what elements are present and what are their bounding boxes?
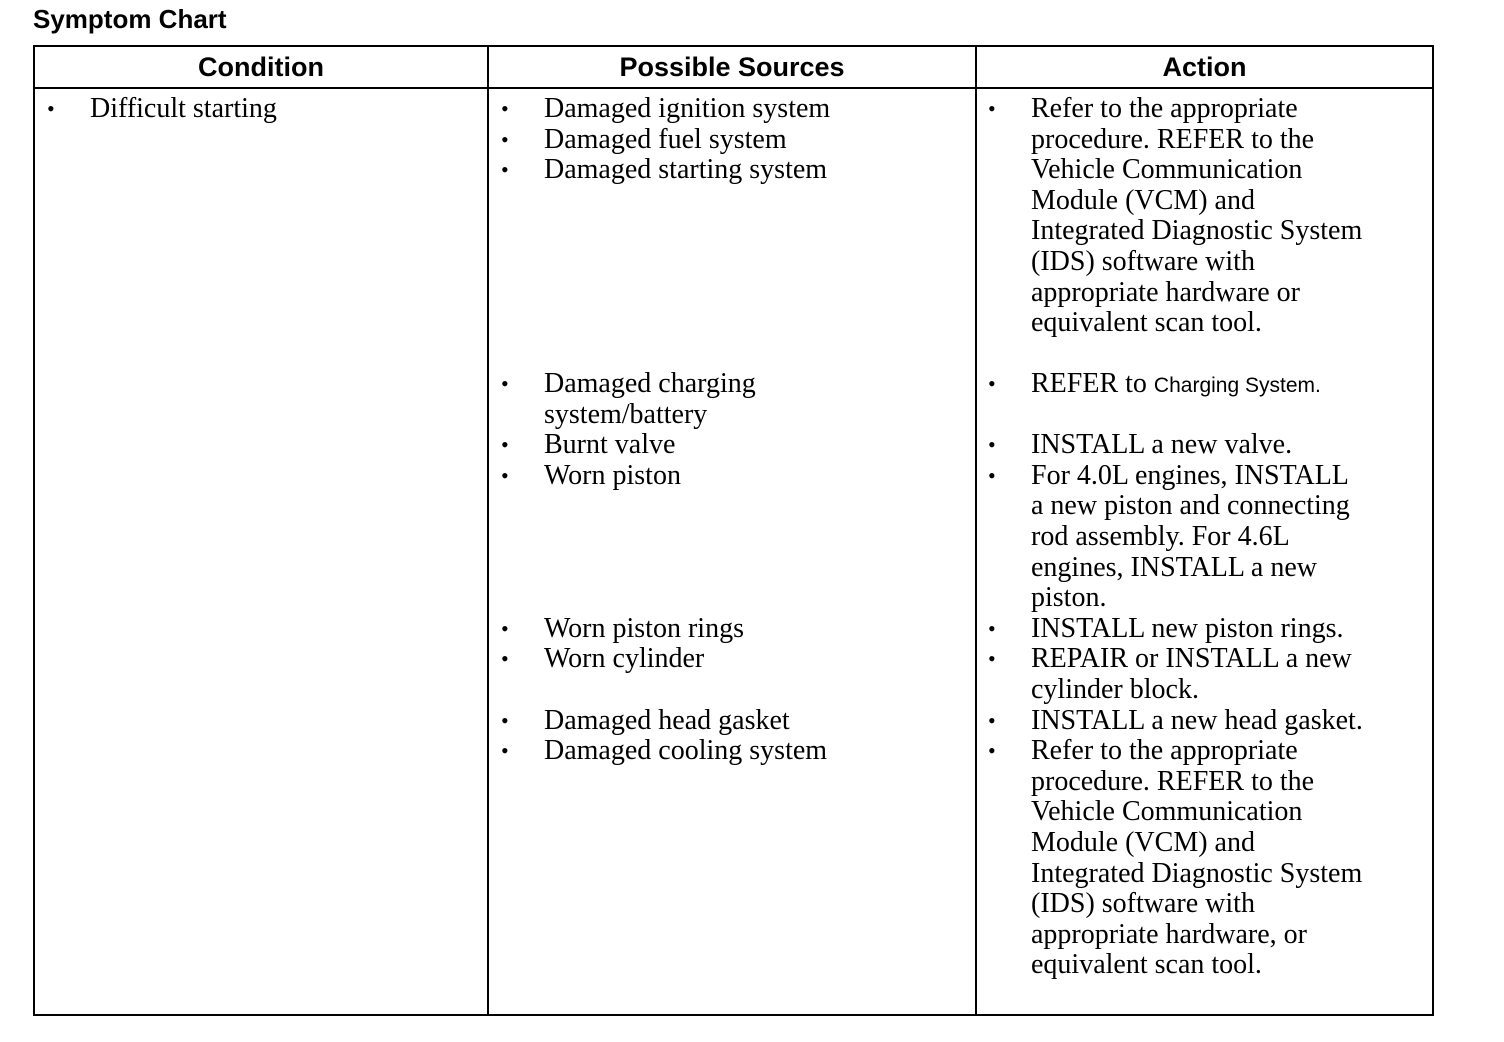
bullet-icon: • [988, 462, 996, 488]
source-item [501, 644, 704, 675]
action-text: For 4.0L engines, INSTALL a new piston and connecting rod assembly. For 4.6L engines, INSTALL a new piston. [1031, 459, 1350, 614]
source-text: Damaged cooling system [544, 735, 828, 767]
action-item [988, 614, 1343, 645]
bullet-icon: • [501, 646, 509, 672]
source-item [501, 430, 675, 461]
action-text [1031, 369, 1321, 402]
bullet-icon: • [988, 738, 996, 764]
bullet-icon: • [501, 432, 509, 458]
action-text: INSTALL a new valve. [1031, 429, 1293, 461]
condition-text: Difficult starting [90, 93, 277, 124]
header-possible-sources: Possible Sources [619, 52, 845, 82]
bullet-icon: • [501, 707, 509, 733]
action-item [988, 461, 1350, 614]
source-text: Damaged ignition system [544, 93, 831, 124]
source-text: Worn piston [544, 459, 681, 491]
source-text: Damaged charging system/battery [544, 368, 756, 430]
action-item [988, 736, 1362, 981]
bullet-icon: • [501, 615, 509, 641]
bullet-icon: • [988, 432, 996, 458]
action-item [988, 369, 1321, 402]
column-divider-1 [487, 47, 489, 1014]
source-item [501, 369, 756, 430]
action-item [988, 94, 1362, 339]
source-item [501, 614, 744, 645]
source-text: Worn cylinder [544, 643, 705, 675]
action-item [988, 644, 1352, 705]
source-item [501, 94, 830, 125]
condition-item [47, 94, 277, 125]
header-condition: Condition [198, 52, 324, 82]
bullet-icon: • [501, 157, 509, 183]
bullet-icon: • [501, 96, 509, 121]
source-item [501, 706, 790, 737]
action-text: INSTALL a new head gasket. [1031, 704, 1363, 736]
bullet-icon: • [501, 462, 509, 488]
source-text: Burnt valve [544, 429, 676, 461]
bullet-icon: • [501, 126, 509, 152]
table-header-row [35, 47, 1432, 89]
bullet-icon: • [988, 96, 996, 121]
action-item [988, 430, 1292, 461]
action-text: INSTALL new piston rings. [1031, 612, 1344, 644]
symptom-chart-table [33, 45, 1434, 1016]
column-divider-2 [975, 47, 977, 1014]
source-text: Damaged starting system [544, 154, 828, 186]
action-text-part: REFER to [1031, 368, 1154, 399]
source-text: Damaged fuel system [544, 123, 787, 155]
action-text: Refer to the appropriate procedure. REFER to the Vehicle Communication Module (VCM) and Integrated Diagnostic System (IDS) software with appropriate hardware, or equivalent scan tool. [1031, 735, 1363, 981]
action-text: Refer to the appropriate procedure. REFER to the Vehicle Communication Module (VCM) and Integrated Diagnostic System (IDS) software with appropriate hardware or equivalent scan tool. [1031, 93, 1363, 339]
bullet-icon: • [988, 615, 996, 641]
source-item [501, 125, 787, 156]
bullet-icon: • [988, 646, 996, 672]
header-action: Action [1162, 52, 1247, 82]
source-item [501, 155, 827, 186]
bullet-icon: • [501, 371, 509, 396]
source-item [501, 736, 827, 767]
bullet-icon: • [501, 738, 509, 764]
bullet-icon: • [988, 707, 996, 733]
bullet-icon: • [988, 371, 996, 396]
charging-system-reference: Charging System. [1153, 374, 1321, 397]
page-title: Symptom Chart [33, 4, 227, 34]
action-item [988, 706, 1363, 737]
source-text: Damaged head gasket [544, 704, 790, 736]
bullet-icon: • [47, 96, 55, 121]
source-item [501, 461, 681, 492]
source-text: Worn piston rings [544, 612, 744, 644]
action-text: REPAIR or INSTALL a new cylinder block. [1031, 643, 1352, 705]
